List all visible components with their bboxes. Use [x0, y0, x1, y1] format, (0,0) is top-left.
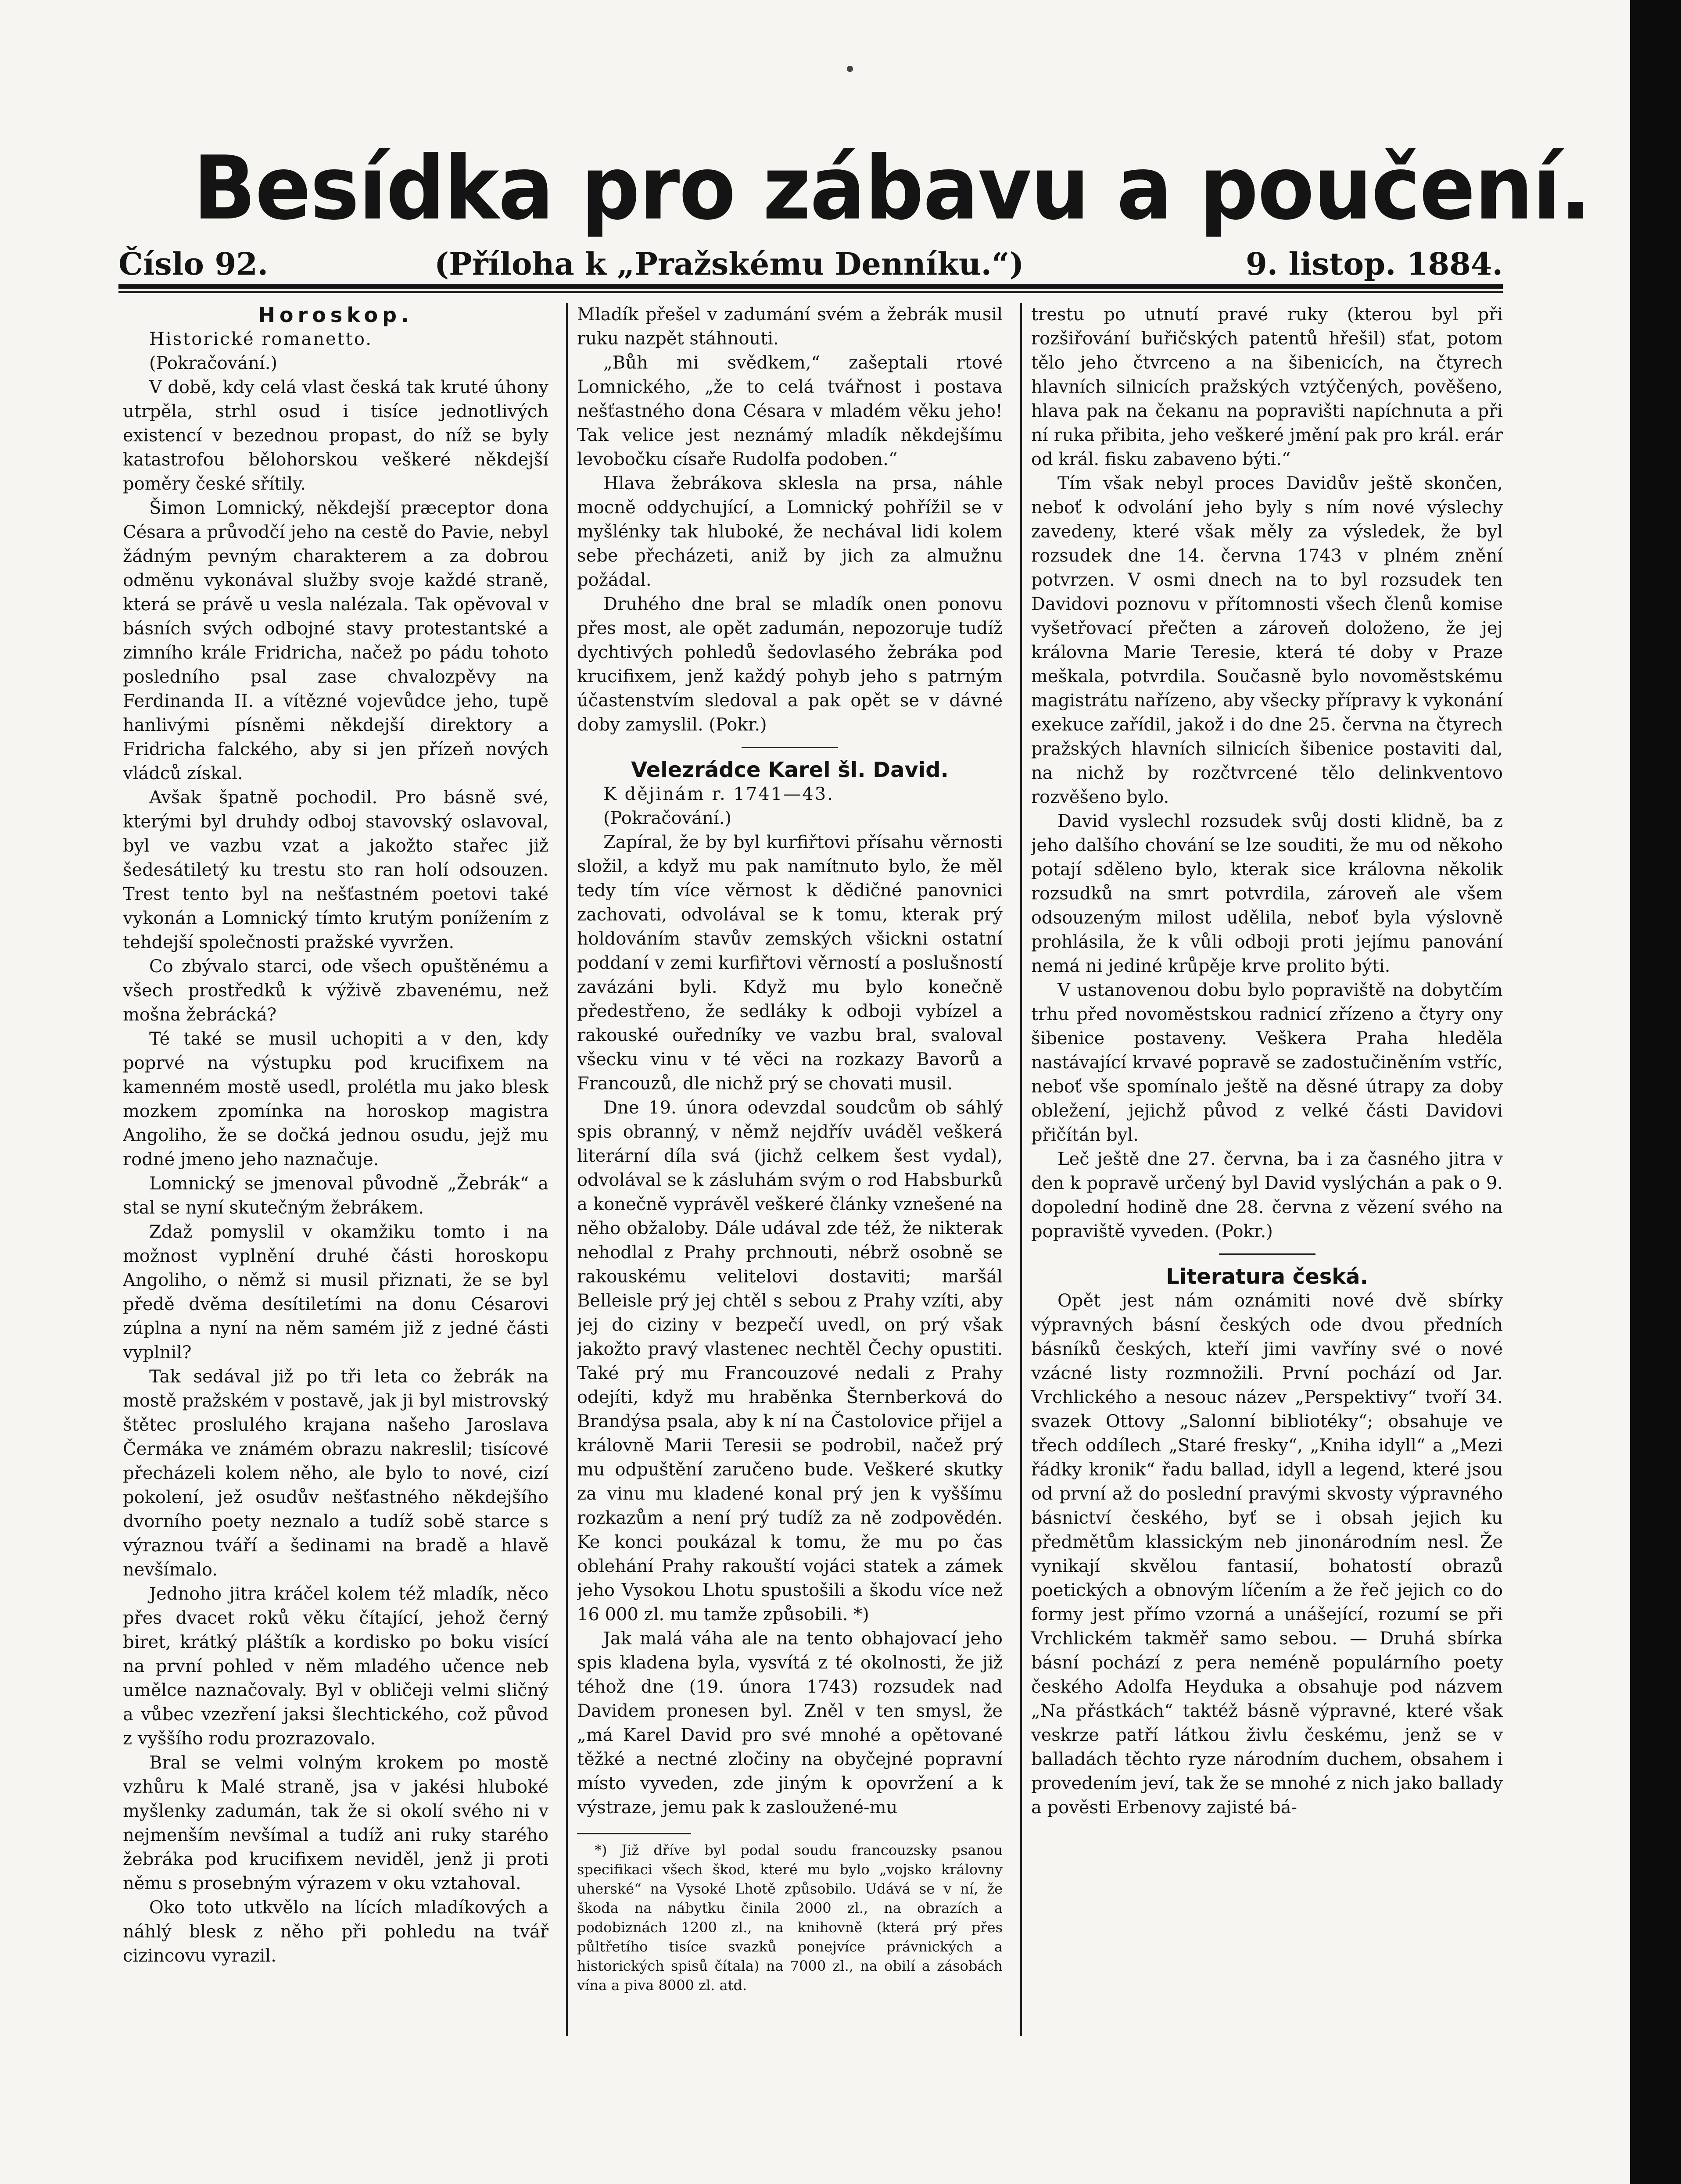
column-2: [577, 303, 1003, 2058]
continuation-note: (Pokračování.): [149, 353, 277, 373]
dateline: [118, 246, 1503, 285]
header-rule-thin: [118, 291, 1503, 293]
column-1: [123, 303, 548, 2058]
scan-border: [1630, 0, 1681, 2184]
masthead-title: Besídka pro zábavu a poučení.: [193, 137, 1591, 240]
paragraph: Tím však nebyl proces Davidův ještě skončen, neboť k odvolání jeho byly s ním nové výslechy zavedeny, které však měly za výsledek, že byl rozsudek dne 14. června 1743 v plném znění potvrzen. V osmi dnech na to byl rozsudek ten Davidovi poznovu v přítomnosti všech členů komise vyšetřovací přečten a zároveň doloženo, že jej královna Marie Teresie, která té doby v Praze meškala, potvrdila. Současně bylo novoměstskému magistrátu nařízeno, aby všecky přípravy k vykonání exekuce zařídil, jakož i do dne 25. června na čtyrech pražských hlavních silnicích šibenice postaviti dal, na nichž by rozčtvrcené tělo delinkventovo rozvěšeno bylo.: [1031, 473, 1503, 807]
issue-number: Číslo 92.: [118, 246, 269, 282]
paragraph: Lomnický se jmenoval původně „Žebrák“ a stal se nyní skutečným žebrákem.: [123, 1174, 548, 1218]
paragraph: Co zbývalo starci, ode všech opuštěnému a všech prostředků k výživě zbavenému, než mošna žebrácká?: [123, 956, 548, 1025]
paragraph: trestu po utnutí pravé ruky (kterou byl při rozšiřování buřičských patentů hřešil) sťat, potom tělo jeho čtvrceno a na šibenicích, na čtyrech hlavních silnicích pražských vztýčených, pověšeno, hlava pak na čekanu na popravišti napíchnuta a při ní ruka přibita, jeho veškeré jmění pak pro král. erár od král. fisku zabaveno býti.“: [1031, 304, 1503, 469]
article-subtitle: K dějinám r. 1741—43.: [603, 784, 834, 804]
paragraph: Avšak špatně pochodil. Pro básně své, kterými byl druhdy odboj stavovský oslavoval, byl ve vazbu vzat a jakožto stařec již šedesátiletý ku trestu sto ran holí odsouzen. Trest tento byl na nešťastném poetovi také vykonán a Lomnický tímto krutým ponížením z tehdejší společnosti pražské vyvržen.: [123, 788, 548, 952]
paragraph: Dne 19. února odevzdal soudcům ob sáhlý spis obranný, v němž nejdřív uváděl veškerá literární díla svá (jichž celkem šest vydal), odvolával se k zásluhám svým o rod Habsburků a konečně vyprávěl veškeré články vznešené na něho obžaloby. Dále udával zde též, že nikterak nehodlal z Prahy prchnouti, nébrž osobně se rakouskému velitelovi dostaviti; maršál Belleisle prý jej chtěl s sebou z Prahy vzíti, aby jej do ciziny v bezpečí uvedl, on prý však jakožto pravý vlastenec nechtěl Čechy opustiti. Také prý mu Francouzové nedali z Prahy odejíti, když mu hraběnka Šternberková do Brandýsa psala, aby k ní na Častolovice přijel a královně Marii Teresii se podrobil, načež prý mu odpuštění zaručeno bude. Veškeré skutky za vinu mu kladené konal prý jen k vyššímu rozkazům a není prý tudíž za ně zodpovědén. Ke konci poukázal k tomu, že mu po čas oblehání Prahy rakouští vojáci statek a zámek jeho Vysokou Lhotu spustošili a škodu více než 16 000 zl. mu tamže způsobili. *): [577, 1098, 1003, 1625]
paragraph: Jednoho jitra kráčel kolem též mladík, něco přes dvacet roků věku čítající, jehož černý biret, krátký pláštík a kordisko po boku visící na první pohled v něm mladého učence neb umělce naznačovaly. Byl v obličeji velmi sličný a vůbec vzezření jaksi šlechtického, což původ z vyššího rodu prozrazovalo.: [123, 1584, 548, 1749]
footnote-text: *) Již dříve byl podal soudu francouzsky psanou specifikaci všech škod, které mu bylo „vojsko královny uherské“ na Vysoké Lhotě způsobilo. Udává se v ní, že škoda na nábytku činila 2000 zl., na obrazích a podobiznách 1200 zl., na knihovně (která prý přes půltřetího tisíce svazků ponejvíce právnických a historických spisů čítala) na 7000 zl., na obilí a zásobách vína a piva 8000 zl. atd.: [577, 1842, 1003, 1994]
paragraph: V ustanovenou dobu bylo popraviště na dobytčím trhu před novoměstskou radnicí zřízeno a čtyry ony šibenice postaveny. Veškera Praha hleděla nastávající krvavé popravě se zadostučiněním vstříc, neboť vše spomínalo ještě na děsné útrapy za doby obležení, jejichž původ z velké části Davidovi přičítán byl.: [1031, 980, 1503, 1145]
issue-date: 9. listop. 1884.: [1246, 246, 1503, 282]
paragraph: David vyslechl rozsudek svůj dosti klidně, ba z jeho dalšího chování se lze souditi, že mu od někoho potají sděleno bylo, kterak sice královna několik rozsudků na smrt potvrdila, zároveň ale všem odsouzeným milost udělila, neboť byla výslovně prohlásila, že k vůli odboji proti jejímu panování nemá ni jediné krůpěje krve prolito býti.: [1031, 811, 1503, 976]
paragraph: Opět jest nám oznámiti nové dvě sbírky výpravných básní českých ode dvou předních básníků českých, kteří jimi vavříny své o nové vzácné listy rozmnožili. První pochází od Jar. Vrchlického a nesouc název „Perspektivy“ tvoří 34. svazek Ottovy „Salonní bibliotéky“; obsahuje ve třech oddílech „Staré fresky“, „Kniha idyll“ a „Mezi řádky kronik“ řadu ballad, idyll a legend, které jsou od první až do poslední pravými skvosty výpravného básnictví českého, byť se i obsah jejich ku předmětům klassickým neb jinonárodním nesl. Že vynikají skvělou fantasií, bohatostí obrazů poetických a obnovým líčením a že řeč jejich co do formy jest přímo vzorná a unášející, rozumí se při Vrchlickém takměř samo sebou. — Druhá sbírka básní pochází z pera neméně populárního poety českého Adolfa Heyduka a obsahuje pod názvem „Na přástkách“ taktéž básně výpravné, které však veskrze patří látkou živlu českému, jenž se v balladách těchto ryze národním duchem, obsahem i provedením jeví, tak že se mnohé z nich jako ballady a pověsti Erbenovy zajisté bá-: [1031, 1291, 1503, 1818]
paragraph: Leč ještě dne 27. června, ba i za časného jitra v den k popravě určený byl David vyslýchán a pak o 9. dopolední hodině dne 28. června z vězení svého na popraviště vyveden. (Pokr.): [1031, 1149, 1503, 1242]
column-divider: [1020, 303, 1022, 2036]
continuation-note: (Pokračování.): [603, 808, 731, 828]
paragraph: Zapíral, že by byl kurfiřtovi přísahu věrnosti složil, a když mu pak namítnuto bylo, že měl tedy tím více věrnost k dědičné panovnici zachovati, odvolával se k tomu, kterak prý holdováním stavův zemských všickni ostatní poddaní v zemi kurfiřtovi věrností a poslušností zavázáni byli. Když mu bylo konečně předestřeno, že sedláky k odboji vybízel a rakouské ouředníky ve vazbu bral, svaloval všecku vinu v té věci na rozkazy Bavorů a Francouzů, dle nichž prý se chovati musil.: [577, 832, 1003, 1094]
footnote: [577, 1840, 1003, 1995]
paragraph: V době, kdy celá vlast česká tak kruté úhony utrpěla, strhl osud i tisíce jednotlivých existencí v bezednou propast, do níž se byly katastrofou bělohorskou veškeré někdejší poměry české sřítily.: [123, 377, 548, 494]
paragraph: Oko toto utkvělo na lících mladíkových a náhlý blesk z něho při pohledu na tvář cizincovu vyrazil.: [123, 1898, 548, 1966]
header-rule-thick: [118, 284, 1503, 289]
paragraph: „Bůh mi svědkem,“ zašeptali rtové Lomnického, „že to celá tvářnost i postava nešťastného dona Césara v mladém věku jeho! Tak velice jest neznámý mladík někdejšímu levobočku císaře Rudolfa podoben.“: [577, 353, 1003, 469]
section-divider: [1219, 1253, 1315, 1255]
paragraph: Šimon Lomnický, někdejší præceptor dona Césara a průvodčí jeho na cestě do Pavie, nebyl žádným pevným charakterem a za dobrou odměnu vykonával služby svoje každé straně, která se právě u vesla nalézala. Tak opěvoval v básních svých odbojné stavy protestantské a zimního krále Fridricha, načež po pádu tohoto posledního psal zase chvalozpěvy na Ferdinanda II. a vítězné vojevůdce jeho, tupě hanlivými písněmi někdejší direktory a Fridricha falckého, aby si jen přízeň nových vládců získal.: [123, 498, 548, 784]
paragraph: Zdaž pomyslil v okamžiku tomto i na možnost vyplnění druhé části horoskopu Angoliho, o němž si musil přiznati, že se byl předě dvěma desítiletími na donu Césarovi zúplna a nyní na něm samém již z jedné části vyplnil?: [123, 1222, 548, 1363]
paragraph: Hlava žebrákova sklesla na prsa, náhle mocně oddychující, a Lomnický pohřížil se v myšlénky tak hluboké, že nechával lidi kolem sebe přecházeti, aniž by jich za almužnu požádal.: [577, 473, 1003, 590]
column-divider: [566, 303, 568, 2036]
paragraph: Mladík přešel v zadumání svém a žebrák musil ruku nazpět stáhnouti.: [577, 304, 1003, 349]
paragraph: Tak sedával již po tři leta co žebrák na mostě pražském v postavě, jak ji byl mistrovský štětec proslulého krajana našeho Jaroslava Čermáka ve známém obrazu nakreslil; tisícové přecházeli kolem něho, ale bylo to nové, cizí pokolení, jež osudův nešťastného někdejšího dvorního poety neznalo a tudíž sobě starce s výraznou tváří a šedinami na bradě a hlavě nevšímalo.: [123, 1367, 548, 1580]
footnote-rule: [577, 1833, 691, 1834]
paragraph: Druhého dne bral se mladík onen ponovu přes most, ale opět zadumán, nepozoruje tudíž dychtivých pohledů šedovlasého žebráka pod krucifixem, jenž každý pohyb jeho s patrným účastenstvím sledoval a pak opět se v dávné doby zamyslil. (Pokr.): [577, 594, 1003, 735]
article-title-horoskop: Horoskop.: [258, 303, 413, 327]
article-title-velezradce: Velezrádce Karel šl. David.: [631, 758, 949, 782]
section-divider: [742, 747, 838, 748]
supplement-note: (Příloha k „Pražskému Denníku.“): [434, 246, 1024, 282]
column-3: [1031, 303, 1503, 2058]
paragraph: Jak malá váha ale na tento obhajovací jeho spis kladena byla, vysvítá z té okolnosti, že již téhož dne (19. února 1743) rozsudek nad Davidem pronesen byl. Zněl v ten smysl, že „má Karel David pro své mnohé a opětované těžké a nectné zločiny na obyčejné popravní místo vyveden, zde jiným k opovržení a k výstraze, jemu pak k zasloužené-mu: [577, 1629, 1003, 1818]
paragraph: Bral se velmi volným krokem po mostě vzhůru k Malé straně, jsa v jakési hluboké myšlenky zadumán, tak že si okolí svého ni v nejmenším nevšímal a tudíž ani ruky starého žebráka pod krucifixem neviděl, jenž ji proti němu s prosebným výrazem v oku vztahoval.: [123, 1753, 548, 1894]
paragraph: Té také se musil uchopiti a v den, kdy poprvé na výstupku pod krucifixem na kamenném mostě usedl, prolétla mu jako blesk mozkem zpomínka na horoskop magistra Angoliho, že se dočká jednou osudu, jejž mu rodné jmeno jeho naznačuje.: [123, 1029, 548, 1170]
article-subtitle: Historické romanetto.: [149, 329, 373, 349]
article-title-literatura: Literatura česká.: [1166, 1264, 1368, 1289]
ink-speck: [847, 66, 853, 72]
